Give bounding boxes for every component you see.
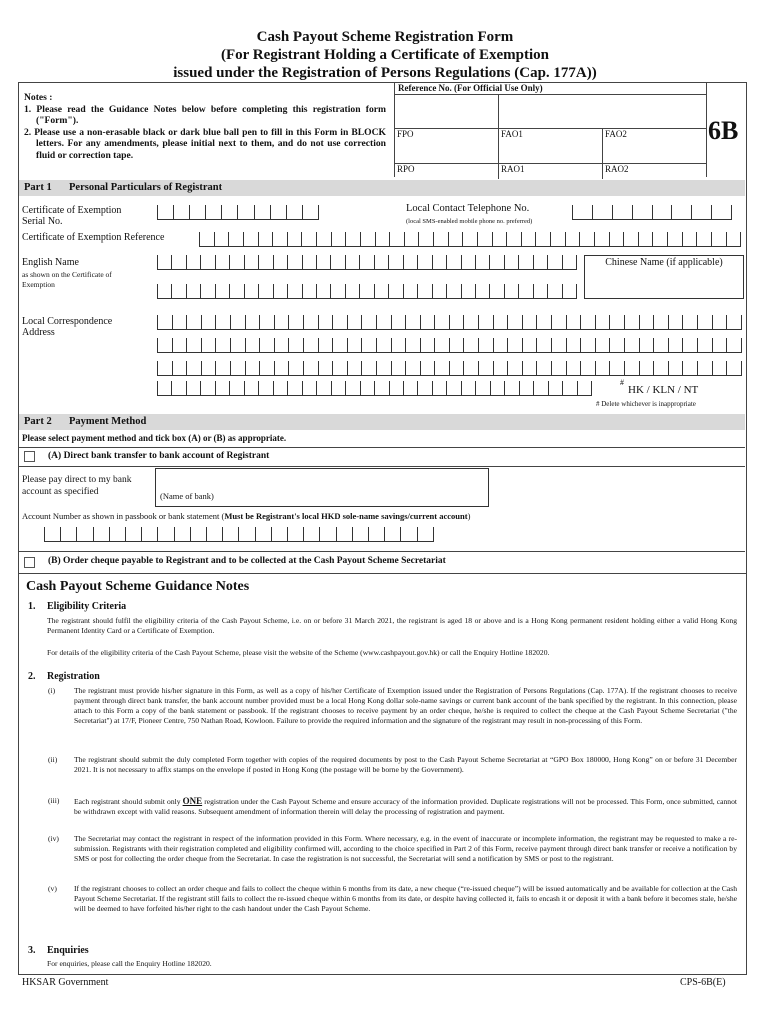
note-item-2: 2. Please use a non-erasable black or dark blue ball pen to fill in this Form in BLOCK letters. For any amendments, please initial next to them, and do not use correction fluid or correction tape. xyxy=(24,126,386,161)
s2-item-2-text: The registrant should submit the duly completed Form together with copies of the required documents by post to the Cash Payout Scheme Secretariat at “GPO Box 180000, Hong Kong” on or before 31 December 2021. It is not necessary to affix stamps on the envelope if posted in Hong Kong (the postage will be borne by the Government). xyxy=(74,755,737,774)
s2-title: Registration xyxy=(47,671,100,682)
part2-title: Payment Method xyxy=(69,416,147,427)
address-row-4[interactable] xyxy=(157,381,592,396)
option-b-checkbox[interactable] xyxy=(24,557,35,568)
english-name-note xyxy=(22,270,112,290)
form-code: 6B xyxy=(708,116,739,145)
s2-item-3-rest: registration under the Cash Payout Scheme and ensure accuracy of the information provided. Duplicate registrations will not be processed. This Form, once submitted, cannot be withdrawn except with valid reasons. Subsequent amendment of information therein will delay the processing of registration and payment. xyxy=(74,797,737,816)
footer-left: HKSAR Government xyxy=(22,977,109,988)
address-label-2: Address xyxy=(22,327,55,338)
s2-item-5-num: (v) xyxy=(48,884,57,893)
cert-ref-input[interactable] xyxy=(199,232,741,247)
address-row-1[interactable] xyxy=(157,315,742,330)
cert-serial-label-2: Serial No. xyxy=(22,216,63,227)
ref-cell-fao2[interactable]: FAO2 xyxy=(605,129,627,139)
address-label-1: Local Correspondence xyxy=(22,316,113,327)
district-option[interactable]: HK / KLN / NT xyxy=(628,384,699,396)
bank-name-input[interactable] xyxy=(155,468,489,507)
s2-item-1-num: (i) xyxy=(48,686,56,695)
s2-item-3-emphasis: ONE xyxy=(182,796,203,806)
district-mark: # xyxy=(620,378,624,387)
form-title-line1: Cash Payout Scheme Registration Form xyxy=(256,29,514,45)
chinese-name-label: Chinese Name (if applicable) xyxy=(605,257,723,268)
ref-cell-fao1[interactable]: FAO1 xyxy=(499,129,603,163)
phone-input[interactable] xyxy=(572,205,732,220)
delete-note: # Delete whichever is inappropriate xyxy=(596,400,696,408)
ref-cell-blank-1 xyxy=(395,95,499,128)
cert-ref-label: Certificate of Exemption Reference xyxy=(22,232,165,243)
english-name-note-2: Exemption xyxy=(22,280,55,289)
s2-item-3-pre: Each registrant should submit only xyxy=(74,797,183,806)
cert-serial-input[interactable] xyxy=(157,205,319,220)
address-row-2[interactable] xyxy=(157,338,742,353)
account-label-bold: Must be Registrant's local HKD sole-name savings/current account xyxy=(224,511,468,521)
payment-instruction: Please select payment method and tick box (A) or (B) as appropriate. xyxy=(22,433,287,443)
account-number-input[interactable] xyxy=(44,527,434,542)
phone-note: (local SMS-enabled mobile phone no. preferred) xyxy=(406,218,533,225)
part1-title: Personal Particulars of Registrant xyxy=(69,182,223,193)
pay-direct-text xyxy=(22,474,131,498)
part1-number: Part 1 xyxy=(24,182,52,193)
s2-item-5-text: If the registrant chooses to collect an order cheque and fails to collect the cheque within 6 months from its date, a new cheque (“re-issued cheque”) will be issued automatically and be available for collection at the Cash Payout Scheme Secretariat. If the registrant still fails to collect the re-issued cheque within 6 months from its date, or despite having collected it, fails to encash it or deposit it with a bank before it becomes stale, he/she will be deemed to have forfeited his/her right to the cash handout under the Cash Payout Scheme. xyxy=(74,884,737,913)
english-name-note-1: as shown on the Certificate of xyxy=(22,270,112,279)
note-item-1: 1. Please read the Guidance Notes below before completing this registration form ("Form"). xyxy=(24,103,386,126)
s2-item-3-text xyxy=(74,796,737,817)
phone-label: Local Contact Telephone No. xyxy=(406,203,530,214)
part2-number: Part 2 xyxy=(24,416,52,427)
ref-cell-rao2[interactable]: RAO2 xyxy=(605,164,629,174)
part2-header xyxy=(19,414,745,430)
notes-block xyxy=(24,92,386,161)
chinese-name-input[interactable] xyxy=(584,255,744,299)
option-a-label: (A) Direct bank transfer to bank account of Registrant xyxy=(48,451,270,461)
pay-direct-text-2: account as specified xyxy=(22,487,99,497)
reference-box xyxy=(394,82,707,177)
form-title-line3: issued under the Registration of Persons Regulations (Cap. 177A)) xyxy=(173,65,597,81)
account-label-end: ) xyxy=(467,511,471,521)
ref-cell-blank-2 xyxy=(499,95,706,128)
notes-heading: Notes : xyxy=(24,92,53,103)
cert-serial-label-1: Certificate of Exemption xyxy=(22,205,122,216)
s2-item-3-num: (iii) xyxy=(48,796,60,805)
guidance-title: Cash Payout Scheme Guidance Notes xyxy=(26,579,250,594)
ref-cell-rao1[interactable]: RAO1 xyxy=(499,164,603,179)
address-row-3[interactable] xyxy=(157,361,742,376)
footer-right: CPS-6B(E) xyxy=(680,977,726,988)
s2-item-2-num: (ii) xyxy=(48,755,58,764)
bank-name-placeholder: (Name of bank) xyxy=(160,491,214,501)
s2-item-4-num: (iv) xyxy=(48,834,59,843)
reference-heading: Reference No. (For Official Use Only) xyxy=(395,82,706,95)
form-title-line2: (For Registrant Holding a Certificate of Exemption xyxy=(220,47,549,63)
s1-para-1: The registrant should fulfil the eligibility criteria of the Cash Payout Scheme, i.e. on or before 31 March 2021, the registrant is aged 18 or above and is a Hong Kong permanent resident holding either a valid Hong Kong Permanent Identity Card or a Certificate of Exemption. xyxy=(47,616,737,635)
s2-number: 2. xyxy=(28,671,36,682)
option-a-checkbox[interactable] xyxy=(24,451,35,462)
s2-item-4-text: The Secretariat may contact the registrant in respect of the information provided in this Form. Where necessary, e.g. in the event of inaccurate or incomplete information, the registrant may be requested to make a re-submission. Registrants with their registration completed and eligibility confirmed will, according to the choice specified in Part 2 of this Form, receive payment through direct bank transfer or receive a notification by SMS or post for collecting the order cheque from the Secretariat. In case the registration is not successful, the Secretariat will send a notification by SMS or post to the registrant. xyxy=(74,834,737,863)
s2-item-1-text: The registrant must provide his/her signature in this Form, as well as a copy of his/her Certificate of Exemption issued under the Registration of Persons Regulations (Cap. 177A). If the registrant chooses to receive payment through direct bank transfer, the bank account number provided must be a local Hong Kong dollar sole-name savings or current bank account of the bank specified by the registrant. In this connection, please attach to this Form a copy of the bank statement or passbook. If the registrant chooses to receive payment by an order cheque, he/she is required to collect the cheque at the Cash Payout Scheme Secretariat ("the Secretariat") at 17/F, Pioneer Centre, 750 Nathan Road, Kowloon. Failure to provide the required information and the signature of the registrant may result in non-processing of this Form. xyxy=(74,686,737,725)
s1-number: 1. xyxy=(28,601,36,612)
ref-cell-fpo[interactable]: FPO xyxy=(395,129,499,163)
option-b-label: (B) Order cheque payable to Registrant and to be collected at the Cash Payout Scheme Secretariat xyxy=(48,556,446,566)
s1-title: Eligibility Criteria xyxy=(47,601,127,612)
pay-direct-text-1: Please pay direct to my bank xyxy=(22,475,132,485)
s3-para: For enquiries, please call the Enquiry Hotline 182020. xyxy=(47,959,212,968)
account-label-start: Account Number as shown in passbook or bank statement ( xyxy=(22,511,225,521)
s3-title: Enquiries xyxy=(47,945,89,956)
english-name-row-1[interactable] xyxy=(157,255,577,270)
s1-para-2: For details of the eligibility criteria of the Cash Payout Scheme, please visit the website of the Scheme (www.cashpayout.gov.hk) or call the Enquiry Hotline 182020. xyxy=(47,648,550,657)
account-label xyxy=(22,511,470,521)
s3-number: 3. xyxy=(28,945,36,956)
cert-serial-label xyxy=(22,205,121,227)
ref-cell-rpo[interactable]: RPO xyxy=(395,164,499,179)
english-name-row-2[interactable] xyxy=(157,284,577,299)
address-label xyxy=(22,316,112,338)
part1-header xyxy=(19,180,745,196)
english-name-label: English Name xyxy=(22,257,79,268)
